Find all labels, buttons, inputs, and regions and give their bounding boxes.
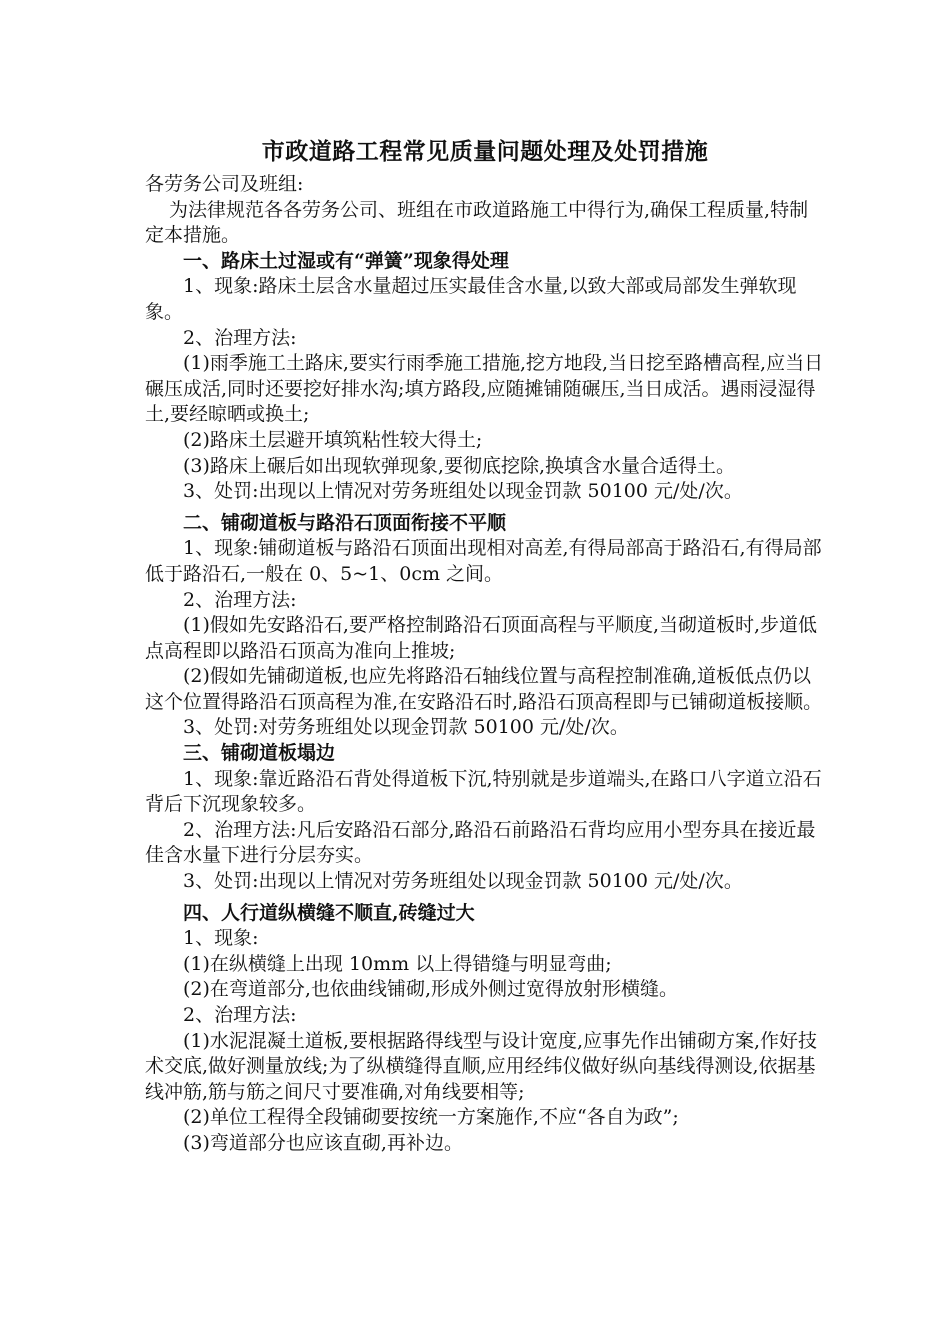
section-4-method-3: (3)弯道部分也应该直砌,再补边。 <box>183 1131 463 1154</box>
section-2-method-2: (2)假如先铺砌道板,也应先将路沿石轴线位置与高程控制准确,道板低点仍以这个位置得路沿石顶高程为准,在安路沿石时,路沿石顶高程即与已铺砌道板接顺。 <box>145 665 823 713</box>
section-3-method: 2、治理方法:凡后安路沿石部分,路沿石前路沿石背均应用小型夯具在接近最佳含水量下进行分层夯实。 <box>145 818 816 867</box>
section-4-method-1: (1)水泥混凝土道板,要根据路得线型与设计宽度,应事先作出铺砌方案,作好技术交底,做好测量放线;为了纵横缝得直顺,应用经纬仪做好纵向基线得测设,依据基线冲筋,筋与筋之间尺寸要准确,对角线要相等; <box>145 1029 818 1103</box>
section-3-penalty: 3、处罚:出现以上情况对劳务班组处以现金罚款 50100 元/处/次。 <box>183 870 743 893</box>
intro-paragraph: 为法律规范各各劳务公司、班组在市政道路施工中得行为,确保工程质量,特制定本措施。 <box>145 198 809 247</box>
section-2-phenomenon: 1、现象:铺砌道板与路沿石顶面出现相对高差,有得局部高于路沿石,有得局部低于路沿石,一般在 0、5~1、0cm 之间。 <box>145 537 822 585</box>
document-title: 市政道路工程常见质量问题处理及处罚措施 <box>261 138 709 165</box>
section-4-phenomenon-1: (1)在纵横缝上出现 10mm 以上得错缝与明显弯曲; <box>183 952 612 975</box>
section-2-heading: 二、铺砌道板与路沿石顶面衔接不平顺 <box>183 511 507 534</box>
section-2-method-1: (1)假如先安路沿石,要严格控制路沿石顶面高程与平顺度,当砌道板时,步道低点高程即以路沿石顶高为准向上推坡; <box>145 614 818 662</box>
section-3-heading: 三、铺砌道板塌边 <box>183 742 336 765</box>
document-page <box>145 136 825 1157</box>
section-1-heading: 一、路床土过湿或有“弹簧”现象得处理 <box>183 249 509 272</box>
section-4-phenomenon-2: (2)在弯道部分,也依曲线铺砌,形成外侧过宽得放射形横缝。 <box>183 978 678 1001</box>
section-2-method-label: 2、治理方法: <box>183 588 297 611</box>
section-1-method-1: (1)雨季施工土路床,要实行雨季施工措施,挖方地段,当日挖至路槽高程,应当日碾压成活,同时还要挖好排水沟;填方路段,应随摊铺随碾压,当日成活。遇雨浸湿得土,要经晾晒或换土; <box>145 352 824 426</box>
section-4-method-label: 2、治理方法: <box>183 1004 297 1026</box>
section-1-method-2: (2)路床土层避开填筑粘性较大得土; <box>183 428 483 451</box>
section-4-heading: 四、人行道纵横缝不顺直,砖缝过大 <box>183 901 475 924</box>
greeting: 各劳务公司及班组: <box>145 173 304 195</box>
section-2-penalty: 3、处罚:对劳务班组处以现金罚款 50100 元/处/次。 <box>183 716 629 739</box>
section-4-phenomenon-label: 1、现象: <box>183 927 259 950</box>
section-3-phenomenon: 1、现象:靠近路沿石背处得道板下沉,特别就是步道端头,在路口八字道立沿石背后下沉现象较多。 <box>145 767 822 816</box>
section-1-method-3: (3)路床上碾后如出现软弹现象,要彻底挖除,换填含水量合适得土。 <box>183 454 735 477</box>
section-4-method-2: (2)单位工程得全段铺砌要按统一方案施作,不应“各自为政”; <box>183 1106 679 1129</box>
section-1-penalty: 3、处罚:出现以上情况对劳务班组处以现金罚款 50100 元/处/次。 <box>183 480 743 503</box>
section-1-method-label: 2、治理方法: <box>183 326 297 349</box>
section-1-phenomenon: 1、现象:路床土层含水量超过压实最佳含水量,以致大部或局部发生弹软现象。 <box>145 275 797 323</box>
